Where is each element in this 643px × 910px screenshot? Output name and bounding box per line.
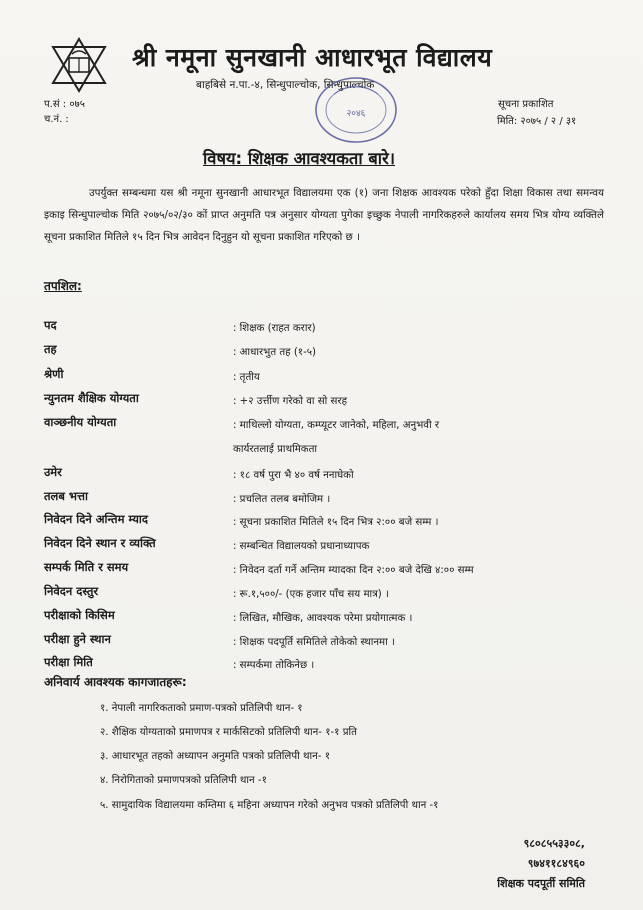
committee-signature: शिक्षक पदपूर्ती समिति <box>497 877 585 890</box>
dispatch-number: च.नं. : <box>44 114 69 125</box>
detail-row <box>44 465 604 483</box>
detail-value: : १८ वर्ष पुरा भै ४० वर्ष ननाघेको <box>233 470 354 481</box>
detail-row <box>44 655 604 673</box>
detail-label: श्रेणी <box>44 367 64 381</box>
detail-row <box>44 632 604 650</box>
detail-row <box>44 608 604 626</box>
detail-label: पद <box>44 318 57 332</box>
school-address: बाहबिसे न.पा.-४, सिन्धुपाल्चोक, सिन्धुपाल्चोक <box>196 79 375 91</box>
subject-heading: विषय: शिक्षक आवश्यकता बारे। <box>203 149 396 168</box>
detail-label: वाञ्छनीय योग्यता <box>44 415 117 429</box>
detail-label: परीक्षा मिति <box>44 655 93 669</box>
detail-label: न्युनतम शैक्षिक योग्यता <box>44 391 139 405</box>
detail-value: : सम्बन्धित विद्यालयको प्रधानाध्यापक <box>233 541 370 552</box>
school-logo-icon <box>50 36 108 94</box>
document-item: ४. निरोगिताको प्रमाणपत्रको प्रतिलिपी थान -१ <box>100 775 267 786</box>
detail-row <box>44 367 604 385</box>
notice-published-label: सूचना प्रकाशित <box>498 99 554 110</box>
detail-row <box>44 391 604 409</box>
document-item: ३. आधारभूत तहको अध्यापन अनुमति पत्रको प्रतिलिपी थान- १ <box>100 751 331 762</box>
desirable-qualification-continued: कार्यरतलाई प्राथमिकता <box>233 444 318 455</box>
detail-label: उमेर <box>44 465 62 479</box>
detail-value: : सूचना प्रकाशित मितिले १५ दिन भित्र २:०० बजे सम्म । <box>233 517 439 528</box>
details-heading: तपशिल: <box>44 279 82 293</box>
detail-value: : सम्पर्कमा तोकिनेछ । <box>233 660 315 671</box>
notice-paragraph: उपर्युक्त सम्बन्धमा यस श्री नमूना सुनखानी आधारभूत विद्यालयमा एक (१) जना शिक्षक आवश्यक परेको हुँदा शिक्षा विकास तथा समन्वय इकाइ सिन्धुपाल्चोक मिति २०७५/०२/३० कों प्राप्त अनुमति पत्र अनुसार योग्यता पुगेका इच्छुक नेपाली नागरिकहरुले कार्यालय समय भित्र योग्य व्यक्तिले सूचना प्रकाशित मितिले १५ दिन भित्र आवेदन दिनुहुन यो सूचना प्रकाशित गरिएको छ । <box>44 187 604 243</box>
detail-label: निवेदन दिने अन्तिम म्याद <box>44 512 148 526</box>
detail-value: : रू.१,५००/- (एक हजार पाँच सय मात्र) । <box>233 589 389 600</box>
detail-row <box>44 536 604 554</box>
detail-value: : माथिल्लो योग्यता, कम्प्यूटर जानेको, महिला, अनुभवी र <box>233 420 440 431</box>
detail-value: : +२ उर्त्तीण गरेको वा सो सरह <box>233 396 347 407</box>
detail-row <box>44 584 604 602</box>
detail-label: तलब भत्ता <box>44 489 88 503</box>
detail-value: : शिक्षक (राहत करार) <box>233 323 316 334</box>
document-item: १. नेपाली नागरिकताको प्रमाण-पत्रको प्रतिलिपी थान- १ <box>100 703 303 714</box>
detail-label: परीक्षाको किसिम <box>44 608 115 622</box>
detail-value: : तृतीय <box>233 372 260 383</box>
document-item: ५. सामुदायिक विद्यालयमा कम्तिमा ६ महिना अध्यापन गरेको अनुभव पत्रको प्रतिलिपी थान -१ <box>100 800 439 811</box>
detail-label: सम्पर्क मिति र समय <box>44 560 129 574</box>
reference-number: प.सं : ०७५ <box>44 99 85 110</box>
detail-label: परीक्षा हुने स्थान <box>44 632 111 646</box>
detail-row <box>44 560 604 578</box>
phone-2: ९७४११८४९६० <box>527 857 585 870</box>
detail-value: : निवेदन दर्ता गर्ने अन्तिम म्यादका दिन २:०० बजे देखि ४:०० सम्म <box>233 565 474 576</box>
detail-value: : प्रचलित तलब बमोजिम । <box>233 494 331 505</box>
detail-value: : लिखित, मौखिक, आवश्यक परेमा प्रयोगात्मक । <box>233 613 413 624</box>
documents-heading: अनिवार्य आवश्यक कागजातहरू: <box>44 675 187 689</box>
detail-value: : आधारभुत तह (१-५) <box>233 347 317 358</box>
document-item: २. शैक्षिक योग्यताको प्रमाणपत्र र मार्कसिटको प्रतिलिपी थान- १-१ प्रति <box>100 727 357 738</box>
school-name: श्री नमूना सुनखानी आधारभूत विद्यालय <box>132 43 493 72</box>
detail-label: तह <box>44 342 57 356</box>
detail-value: : शिक्षक पदपूर्ति समितिले तोकेको स्थानमा । <box>233 637 395 648</box>
stamp-year: २०४६ <box>346 109 366 119</box>
notice-date: मिति: २०७५ / २ / ३१ <box>497 116 577 127</box>
detail-label: निवेदन दस्तुर <box>44 584 99 598</box>
detail-label: निवेदन दिने स्थान र व्यक्ति <box>44 536 156 550</box>
detail-row <box>44 342 604 360</box>
detail-row <box>44 318 604 336</box>
detail-row <box>44 489 604 507</box>
phone-1: ९८०८५५३३०८, <box>523 837 585 850</box>
detail-row <box>44 415 604 433</box>
detail-row <box>44 512 604 530</box>
school-stamp-icon <box>304 74 400 146</box>
